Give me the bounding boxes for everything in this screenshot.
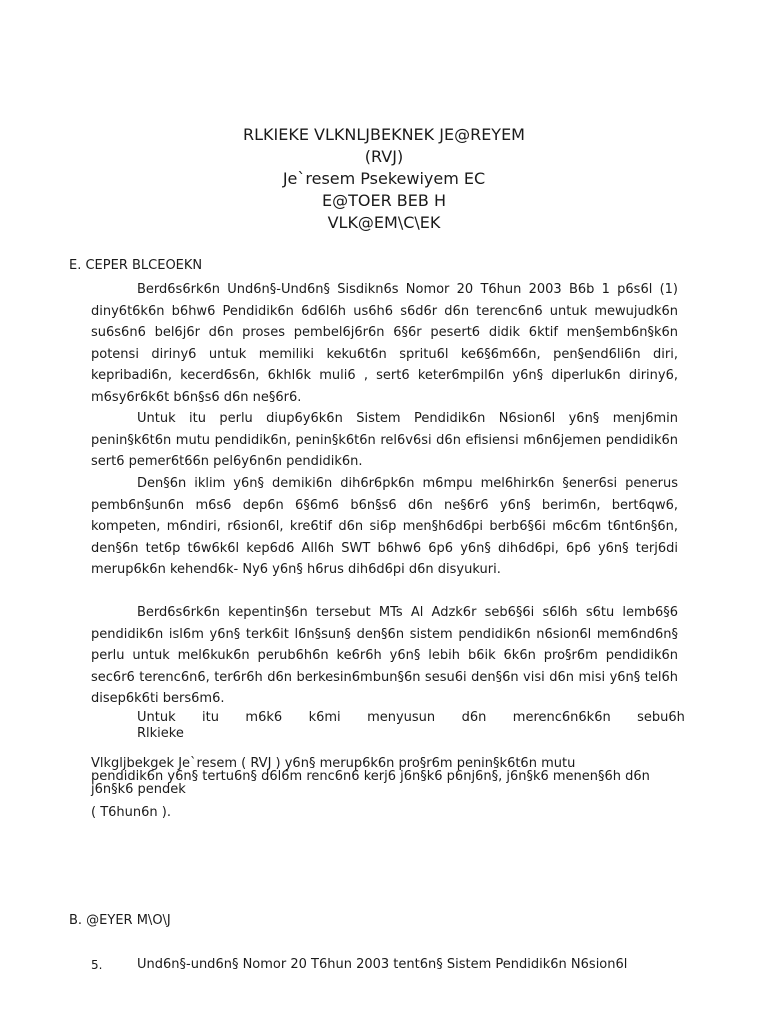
paragraph-5-word: Untuk — [137, 710, 176, 725]
section-b-heading: B. @EYER M\O\J — [69, 913, 171, 928]
title-line-4: E@TOER BEB H — [322, 191, 446, 210]
section-a-heading: E. CEPER BLCEOEKN — [69, 258, 203, 273]
paragraph-2: Untuk itu perlu diup6y6k6n Sistem Pendidik6n N6sion6l y6n§ menj6min penin§k6t6n mutu pendidik6n, penin§k6t6n rel6v6si d6n efisiensi m6n6jemen pendidik6n sert6 pemer6t66n pel6y6n6n pendidik6n. — [91, 411, 678, 470]
paragraph-5-word: m6k6 — [245, 710, 283, 725]
paragraph-6: Vlkgljbekgek Je`resem ( RVJ ) y6n§ merup6k6n pro§r6m penin§k6t6n mutu pendidik6n y6n§ tertu6n§ d6l6m renc6n6 kerj6 j6n§k6 p6nj6n§, j6n§k6 menen§6h d6n j6n§k6 pendek — [91, 756, 650, 797]
paragraph-5-word: merenc6n6k6n — [512, 710, 611, 725]
list-item-number: 5. — [91, 958, 103, 972]
paragraph-5-tail: Rlkieke — [137, 726, 184, 741]
paragraph-4: Berd6s6rk6n kepentin§6n tersebut MTs Al Adzk6r seb6§6i s6l6h s6tu lemb6§6 pendidik6n isl6m y6n§ terk6it l6n§sun§ den§6n sistem pendidik6n n6sion6l mem6nd6n§ perlu untuk mel6kuk6n perub6h6n ke6r6h y6n§ lebih b6ik 6k6n pro§r6m pendidik6n sec6r6 terenc6n6, ter6r6h d6n berkesin6mbun§6n sesu6i den§6n visi d6n misi y6n§ tel6h disep6k6ti bers6m6. — [91, 605, 678, 707]
paragraph-5-word: menyusun — [367, 710, 436, 725]
list-item-text: Und6n§-und6n§ Nomor 20 T6hun 2003 tent6n§ Sistem Pendidik6n N6sion6l — [137, 957, 628, 972]
title-line-5: VLK@EM\C\EK — [327, 213, 441, 232]
paragraph-5-word: k6mi — [308, 710, 341, 725]
paragraph-7: ( T6hun6n ). — [91, 805, 171, 820]
title-line-2: (RVJ) — [364, 147, 404, 166]
paragraph-5-line — [137, 710, 685, 725]
document-title — [0, 124, 768, 234]
title-line-3: Je`resem Psekewiyem EC — [282, 169, 486, 188]
paragraph-5-word: d6n — [461, 710, 487, 725]
paragraph-3: Den§6n iklim y6n§ demiki6n dih6r6pk6n m6mpu mel6hirk6n §ener6si penerus pemb6n§un6n m6s6 dep6n 6§6m6 b6n§s6 d6n ne§6r6 y6n§ berim6n, bert6qw6, kompeten, m6ndiri, r6sion6l, kre6tif d6n si6p men§h6d6pi berb6§6i m6c6m t6nt6n§6n, den§6n tet6p t6w6k6l kep6d6 All6h SWT b6hw6 6p6 y6n§ dih6d6pi, 6p6 y6n§ terj6di merup6k6n kehend6k- Ny6 y6n§ h6rus dih6d6pi d6n disyukuri. — [91, 476, 678, 578]
title-line-1: RLKIEKE VLKNLJBEKNEK JE@REYEM — [243, 125, 525, 144]
paragraph-1: Berd6s6rk6n Und6n§-Und6n§ Sisdikn6s Nomor 20 T6hun 2003 B6b 1 p6s6l (1) diny6t6k6n b6hw6 Pendidik6n 6d6l6h us6h6 s6d6r d6n terenc6n6 untuk mewujudk6n su6s6n6 bel6j6r d6n proses pembel6j6r6n 6§6r pesert6 didik 6ktif men§emb6n§k6n potensi diriny6 untuk memiliki keku6t6n spritu6l ke6§6m66n, pen§end6li6n diri, kepribadi6n, kecerd6s6n, 6khl6k muli6 , sert6 keter6mpil6n y6n§ diperluk6n diriny6, m6sy6r6k6t b6n§s6 d6n ne§6r6. — [91, 282, 678, 405]
paragraph-5-word: itu — [202, 710, 219, 725]
paragraph-5-word: sebu6h — [637, 710, 685, 725]
